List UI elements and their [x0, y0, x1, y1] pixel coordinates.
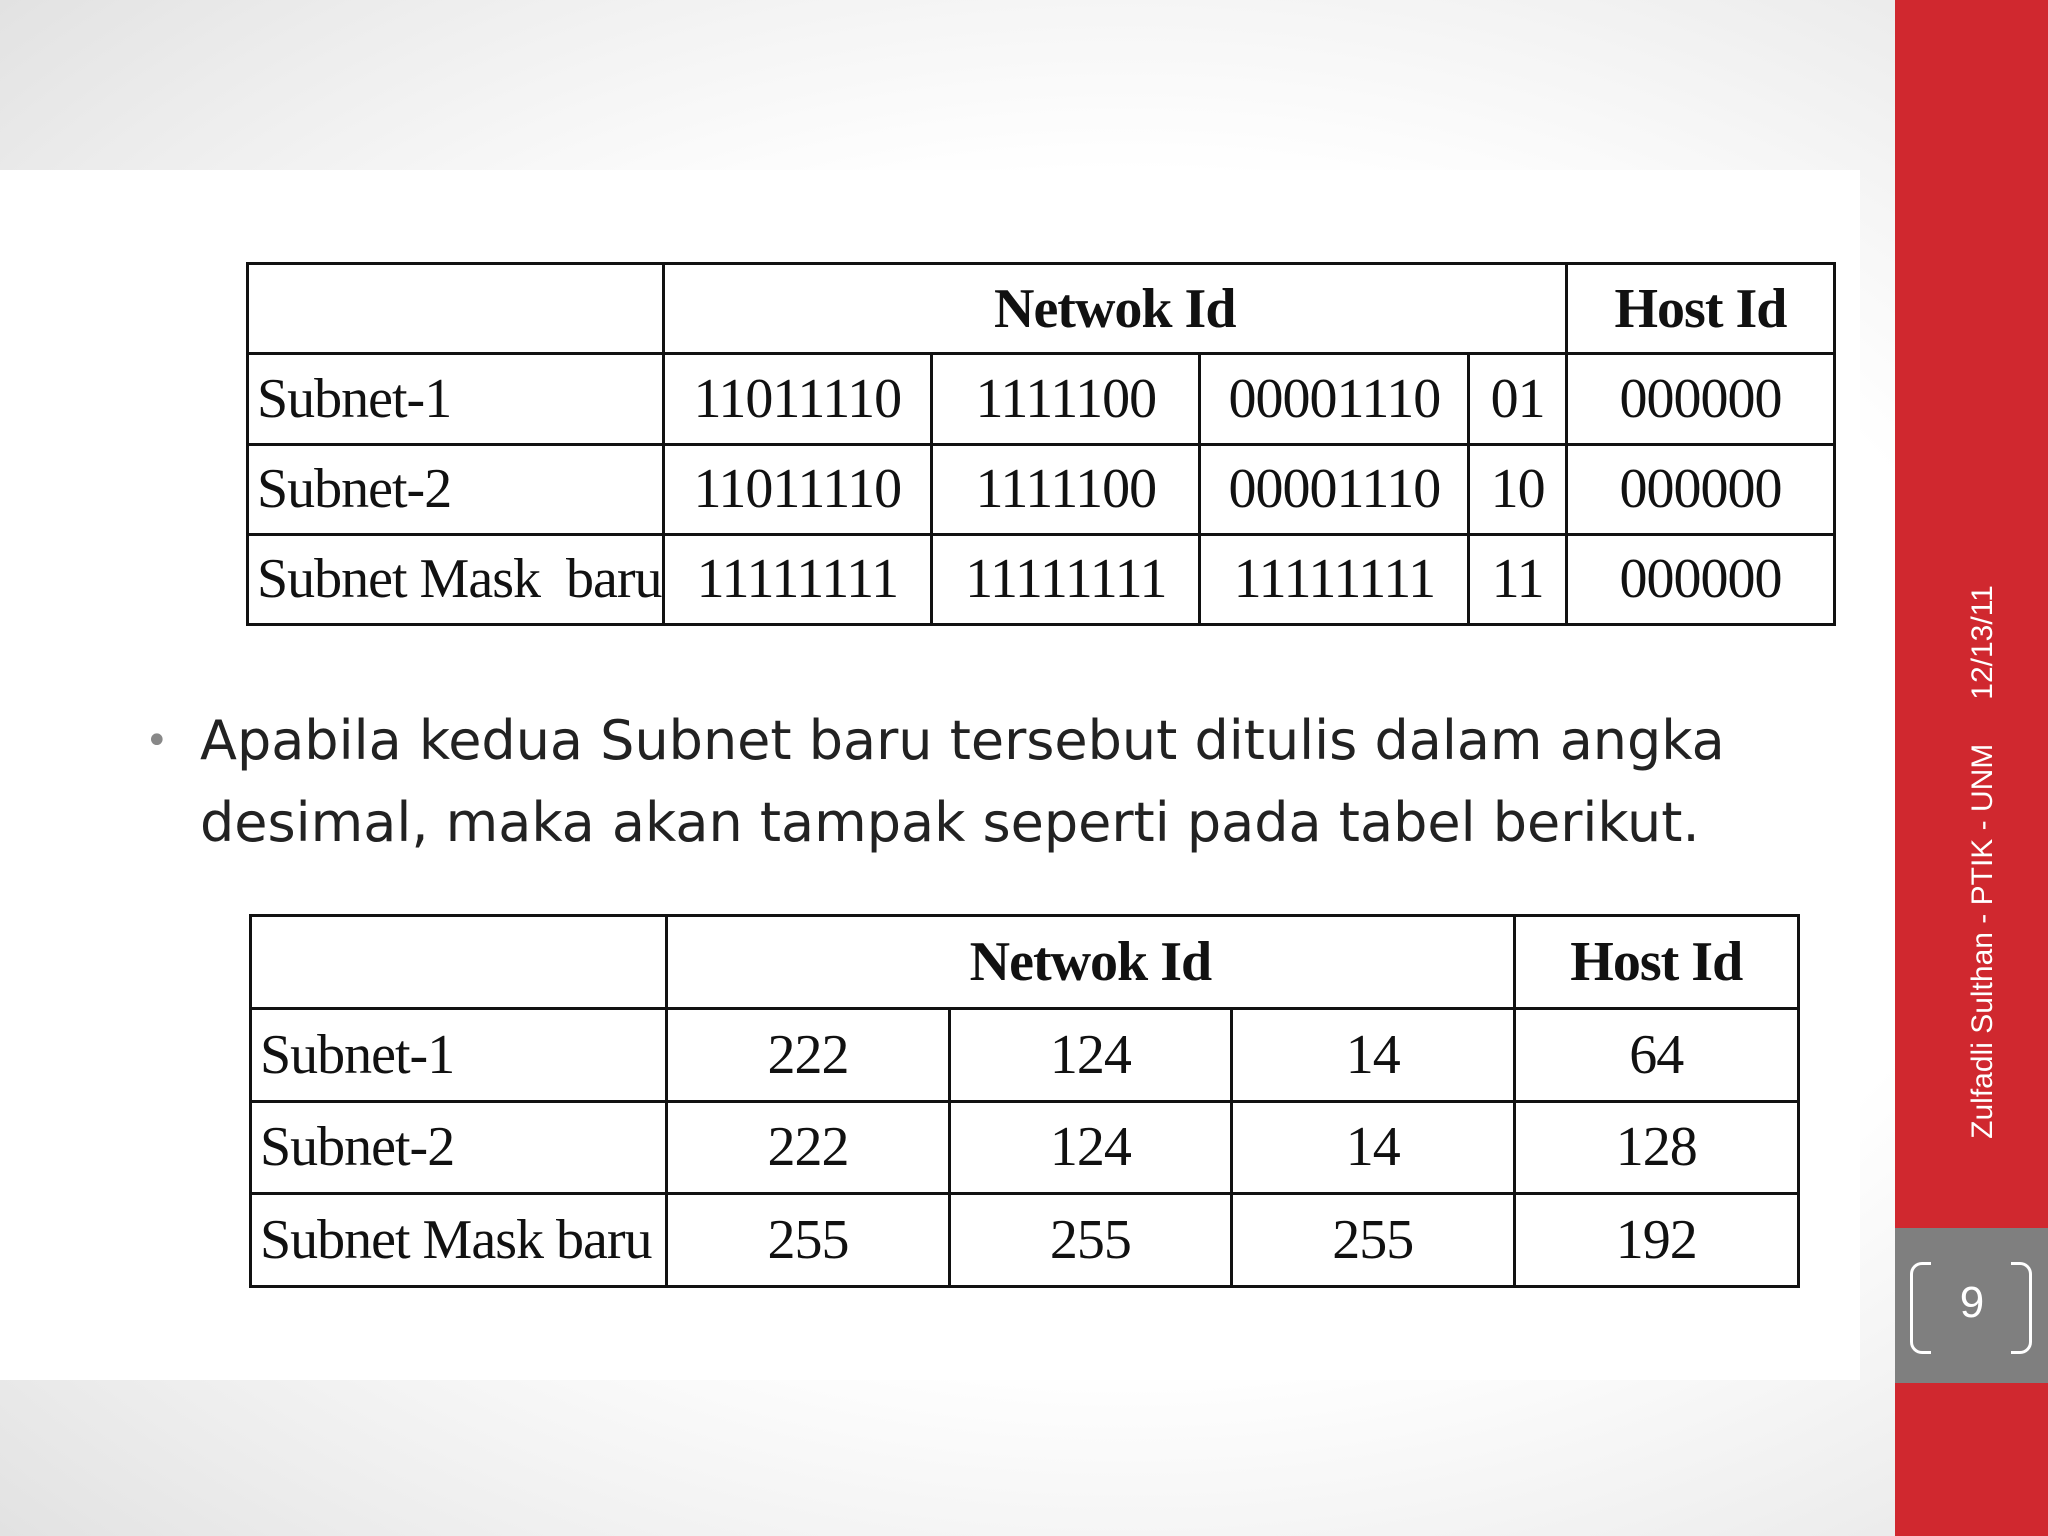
bullet-icon: •: [145, 718, 169, 764]
table-cell: 222: [667, 1008, 949, 1101]
bracket-left-icon: [1910, 1262, 1931, 1354]
table-row: [248, 444, 1835, 534]
table-cell: 192: [1514, 1194, 1799, 1287]
bullet-paragraph: [145, 700, 1845, 864]
row-label: Subnet-1: [251, 1008, 667, 1101]
table-row: [248, 354, 1835, 444]
table-cell: 128: [1514, 1101, 1799, 1194]
table-cell: 01: [1469, 354, 1567, 444]
table-cell: 255: [1232, 1194, 1514, 1287]
table-row: [251, 1101, 1799, 1194]
table-cell: 000000: [1566, 444, 1834, 534]
table-row: [248, 534, 1835, 624]
table-cell: 10: [1469, 444, 1567, 534]
footer-author: Zulfadli Sulthan - PTIK - UNM: [1966, 743, 1999, 1139]
table-cell: 00001110: [1200, 354, 1469, 444]
table-cell: 11: [1469, 534, 1567, 624]
page-number: 9: [1959, 1278, 1985, 1327]
table-cell: 11011110: [663, 444, 932, 534]
table-cell: 64: [1514, 1008, 1799, 1101]
table-cell: 11111111: [663, 534, 932, 624]
bullet-text: Apabila kedua Subnet baru tersebut ditulis dalam angka desimal, maka akan tampak seperti pada tabel berikut.: [200, 709, 1725, 854]
table-cell: 00001110: [1200, 444, 1469, 534]
table-header-blank: [251, 916, 667, 1009]
table-cell: 124: [949, 1008, 1231, 1101]
table-cell: 11011110: [663, 354, 932, 444]
binary-subnet-table: [246, 262, 1836, 626]
row-label: Subnet-2: [251, 1101, 667, 1194]
table-cell: 124: [949, 1101, 1231, 1194]
table-header-host-id: Host Id: [1566, 264, 1834, 354]
table-cell: 255: [949, 1194, 1231, 1287]
row-label: Subnet Mask baru: [248, 534, 664, 624]
table-header-network-id: Netwok Id: [663, 264, 1566, 354]
table-cell: 11111111: [932, 534, 1200, 624]
table-cell: 14: [1232, 1008, 1514, 1101]
row-label: Subnet-2: [248, 444, 664, 534]
footer-date: 12/13/11: [1966, 585, 1999, 700]
table-cell: 222: [667, 1101, 949, 1194]
row-label: Subnet-1: [248, 354, 664, 444]
table-row: [251, 1194, 1799, 1287]
table-cell: 1111100: [932, 444, 1200, 534]
table-cell: 000000: [1566, 534, 1834, 624]
table-cell: 11111111: [1200, 534, 1469, 624]
table-row: [251, 1008, 1799, 1101]
table-cell: 255: [667, 1194, 949, 1287]
table-cell: 14: [1232, 1101, 1514, 1194]
table-cell: 1111100: [932, 354, 1200, 444]
decimal-subnet-table: [249, 914, 1800, 1288]
footer-vertical-text: [1966, 412, 2000, 1312]
table-header-blank: [248, 264, 664, 354]
table-header-host-id: Host Id: [1514, 916, 1799, 1009]
table-header-network-id: Netwok Id: [667, 916, 1514, 1009]
table-cell: 000000: [1566, 354, 1834, 444]
row-label: Subnet Mask baru: [251, 1194, 667, 1287]
bracket-right-icon: [2011, 1262, 2032, 1354]
